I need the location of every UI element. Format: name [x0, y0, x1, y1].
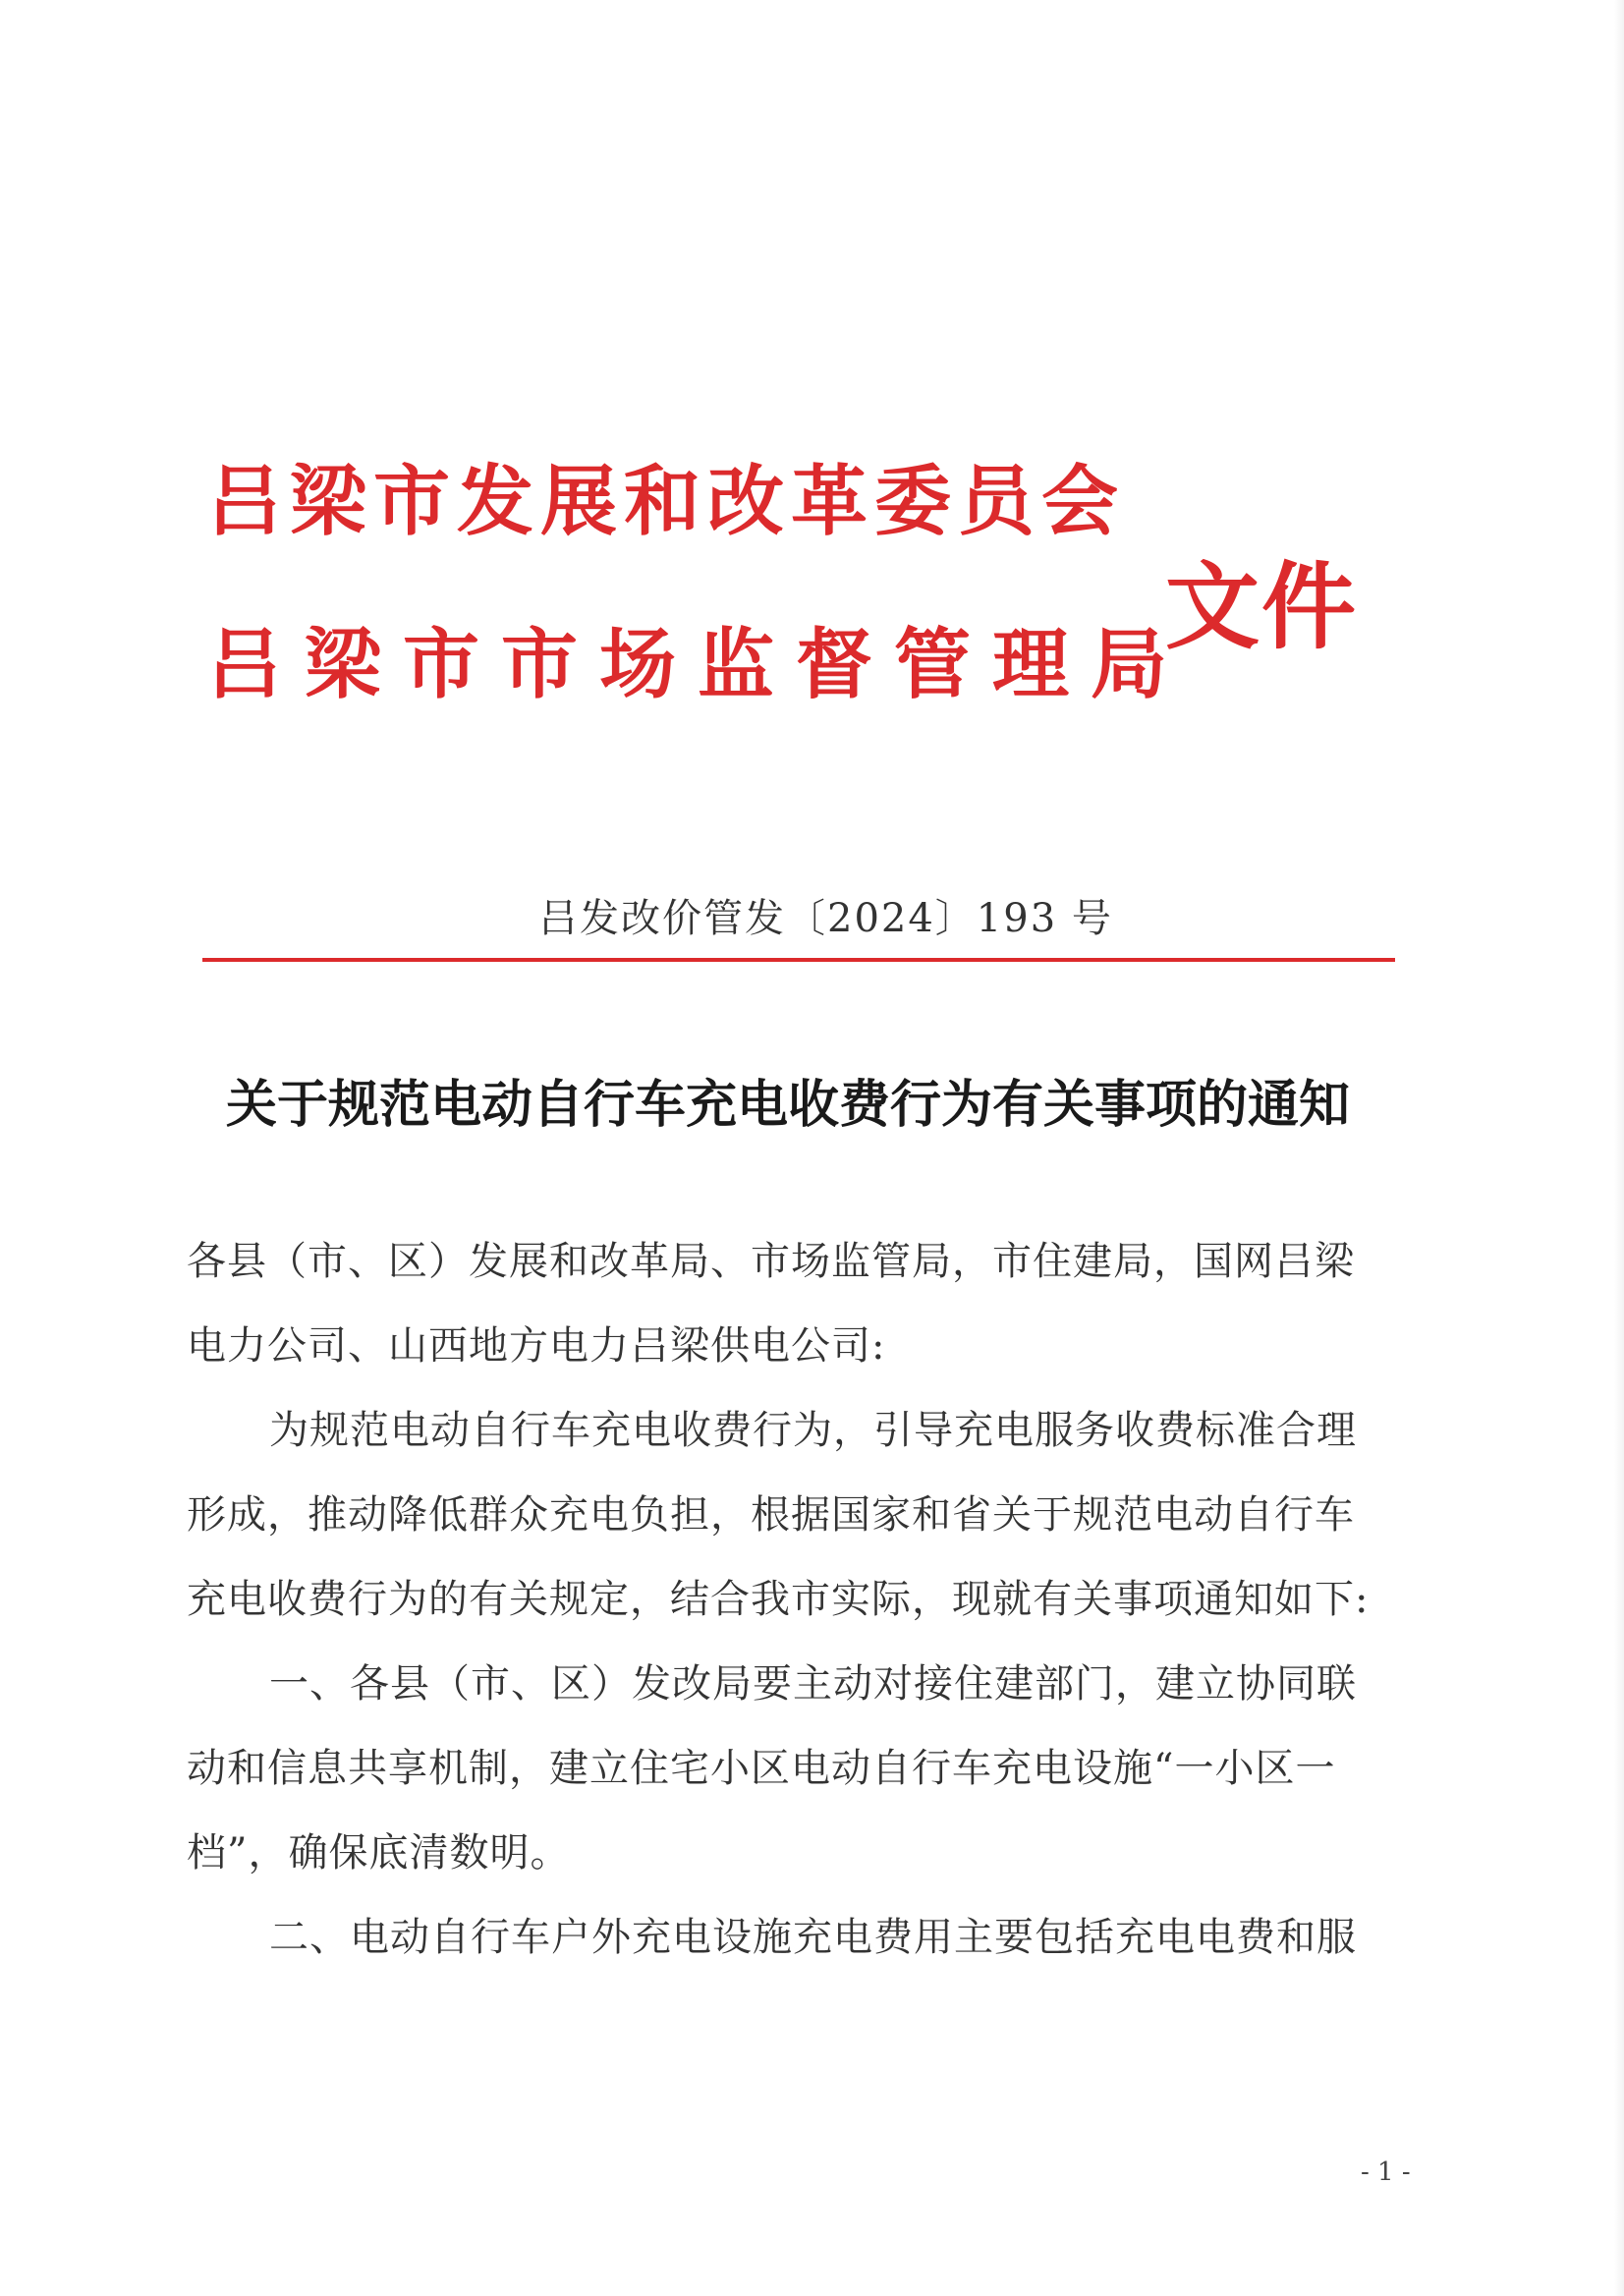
intro-line-2: 形成，推动降低群众充电负担，根据国家和省关于规范电动自行车 — [187, 1492, 1355, 1538]
document-type-label: 文件 — [1165, 552, 1358, 662]
page-number: - 1 - — [1361, 2157, 1411, 2187]
intro-line-1: 为规范电动自行车充电收费行为，引导充电服务收费标准合理 — [269, 1408, 1357, 1453]
scan-edge-shadow — [1614, 0, 1624, 2296]
addressee-line-1: 各县（市、区）发展和改革局、市场监管局，市住建局，国网吕梁 — [187, 1239, 1355, 1284]
issuer-org-line-2: 吕梁市市场监督管理局 — [206, 621, 1190, 709]
item2-line-1: 二、电动自行车户外充电设施充电费用主要包括充电电费和服 — [269, 1915, 1357, 1960]
addressee-line-2: 电力公司、山西地方电力吕梁供电公司: — [187, 1323, 886, 1369]
item1-line-2: 动和信息共享机制，建立住宅小区电动自行车充电设施“一小区一 — [187, 1746, 1336, 1791]
intro-line-3: 充电收费行为的有关规定，结合我市实际，现就有关事项通知如下: — [187, 1577, 1370, 1622]
item1-line-1: 一、各县（市、区）发改局要主动对接住建部门，建立协同联 — [269, 1661, 1357, 1707]
item1-line-3: 档”，确保底清数明。 — [187, 1830, 571, 1876]
issuer-org-line-1: 吕梁市发展和改革委员会 — [206, 458, 1126, 546]
document-number: 吕发改价管发〔2024〕193 号 — [538, 896, 1113, 941]
document-title: 关于规范电动自行车充电收费行为有关事项的通知 — [226, 1075, 1351, 1135]
red-divider-line — [202, 958, 1395, 962]
